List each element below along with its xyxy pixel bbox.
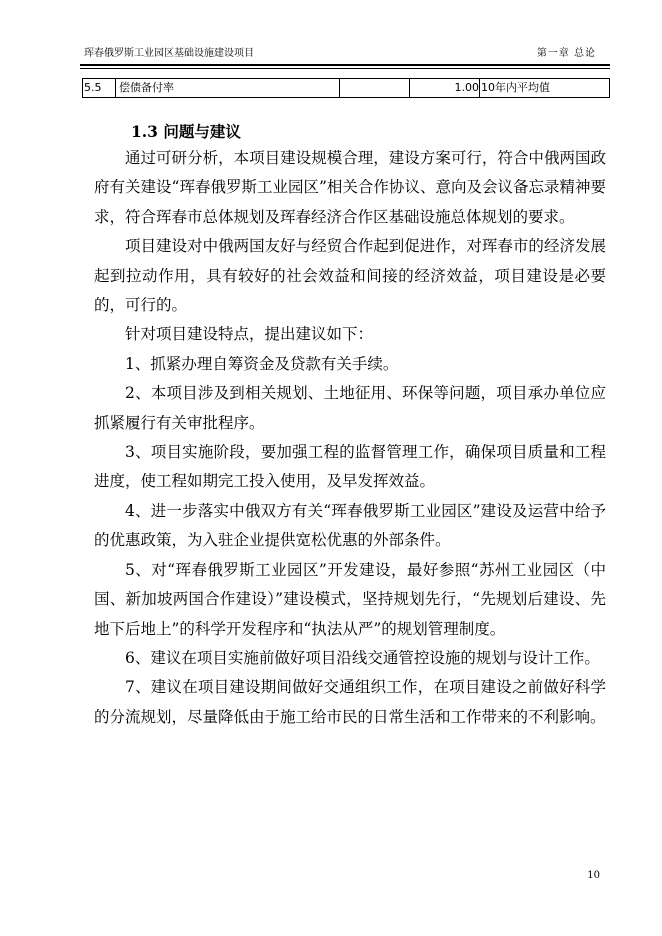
table-cell-value: 1.00 xyxy=(410,79,480,97)
suggestion-item-1: 1、抓紧办理自筹资金及贷款有关手续。 xyxy=(125,354,399,373)
page-header xyxy=(80,44,610,64)
header-rule-thin xyxy=(80,68,610,69)
header-project-title: 珲春俄罗斯工业园区基础设施建设项目 xyxy=(84,48,254,59)
table-cell-number: 5.5 xyxy=(83,79,116,97)
table-cell-item: 偿债备付率 xyxy=(116,79,340,97)
header-rule-thick xyxy=(80,64,610,66)
suggestion-item-3: 3、项目实施阶段，要加强工程的监督管理工作，确保项目质量和工程进度，使工程如期完工投入使用，及早发挥效益。 xyxy=(94,443,606,491)
section-body xyxy=(94,144,606,732)
suggestion-item-4: 4、进一步落实中俄双方有关“珲春俄罗斯工业园区”建设及运营中给予的优惠政策，为入驻企业提供宽松优惠的外部条件。 xyxy=(94,501,606,550)
table-cell-note: 10年内平均值 xyxy=(481,81,550,94)
paragraph-suggestions-intro: 针对项目建设特点，提出建议如下： xyxy=(125,325,374,344)
suggestion-item-6: 6、建议在项目实施前做好项目沿线交通管控设施的规划与设计工作。 xyxy=(125,648,600,667)
page-number: 10 xyxy=(587,870,600,881)
header-chapter: 第一章 总论 xyxy=(536,48,596,59)
paragraph-conclusion: 通过可研分析，本项目建设规模合理，建设方案可行，符合中俄两国政府有关建设“珲春俄罗斯工业园区”相关合作协议、意向及会议备忘录精神要求，符合珲春市总体规划及珲春经济合作区基础设施总体规划的要求。 xyxy=(94,149,606,226)
table-cell-empty xyxy=(340,79,410,97)
suggestion-item-7: 7、建议在项目建设期间做好交通组织工作，在项目建设之前做好科学的分流规划，尽量降低由于施工给市民的日常生活和工作带来的不利影响。 xyxy=(94,678,606,726)
suggestion-item-5: 5、对“珲春俄罗斯工业园区”开发建设，最好参照“苏州工业园区（中国、新加坡两国合作建设）”建设模式，坚持规划先行，“先规划后建设、先地下后地上”的科学开发程序和“执法从严”的规划管理制度。 xyxy=(94,560,606,638)
table-row xyxy=(82,78,610,98)
suggestion-item-2: 2、本项目涉及到相关规划、土地征用、环保等问题，项目承办单位应抓紧履行有关审批程序。 xyxy=(94,384,606,432)
paragraph-significance: 项目建设对中俄两国友好与经贸合作起到促进作，对珲春市的经济发展起到拉动作用，具有较好的社会效益和间接的经济效益，项目建设是必要的，可行的。 xyxy=(94,237,606,315)
section-heading: 1.3 问题与建议 xyxy=(131,122,241,141)
